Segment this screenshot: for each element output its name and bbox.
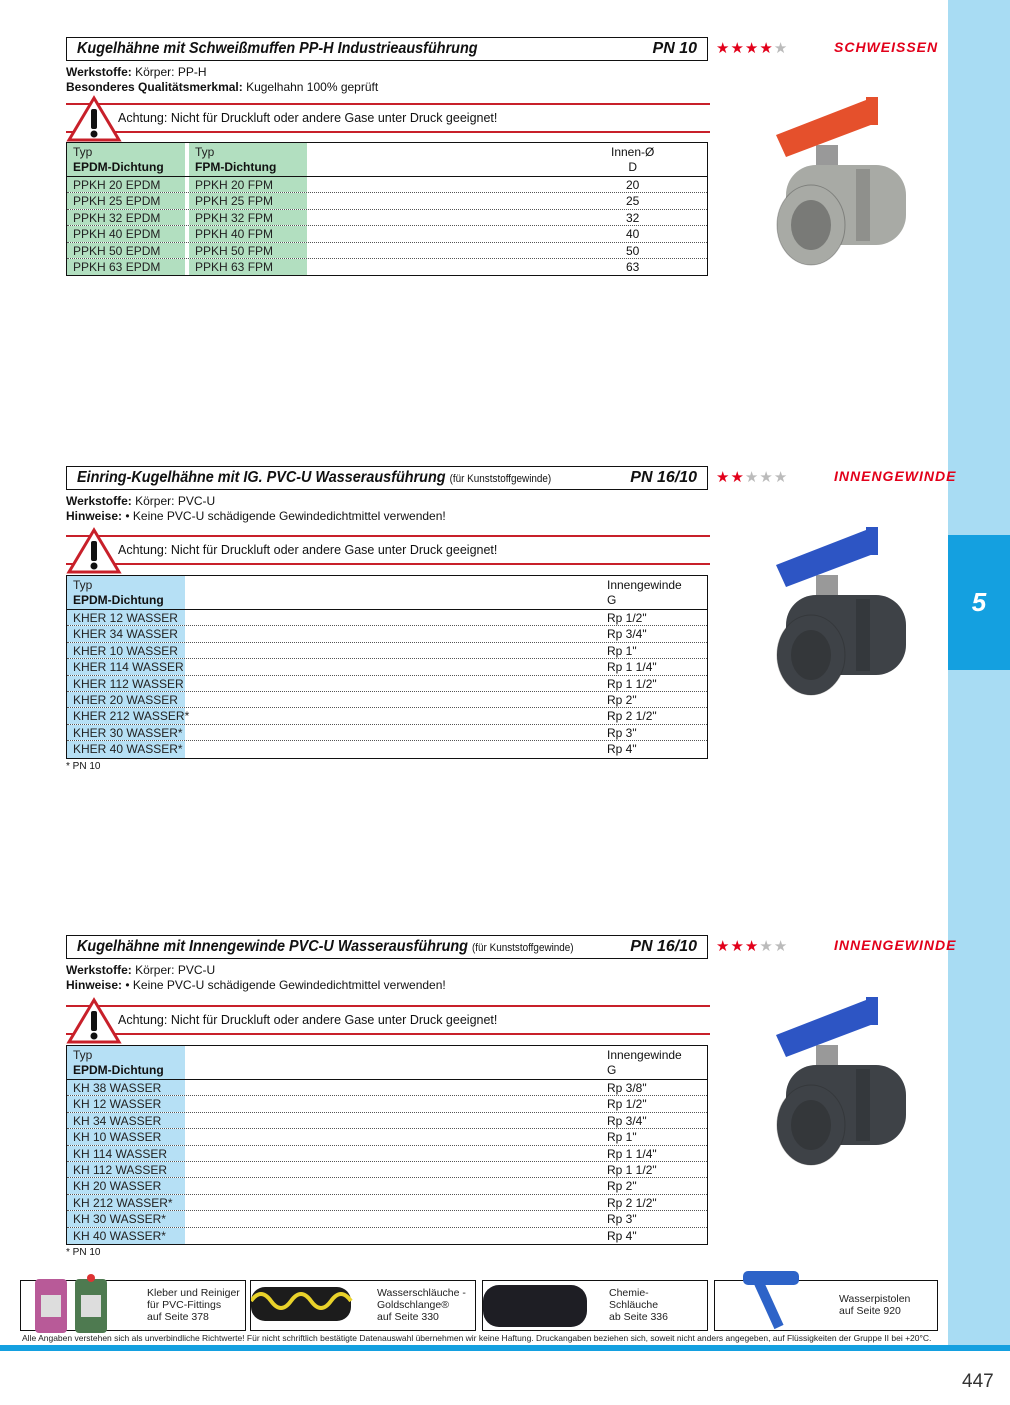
thread-size: Rp 1/2" xyxy=(607,611,647,625)
product-table xyxy=(66,142,708,276)
thread-size: Rp 1" xyxy=(607,1130,637,1145)
star-icon: ★ xyxy=(759,40,774,57)
thread-size: Rp 1" xyxy=(607,643,637,658)
article-number: KHER 30 WASSER* xyxy=(67,725,185,740)
section-title xyxy=(77,469,551,487)
thread-size: Rp 4" xyxy=(607,1228,637,1243)
table-row[interactable] xyxy=(67,610,707,626)
info-value: Kugelhahn 100% geprüft xyxy=(242,80,379,94)
ball-valve-image xyxy=(756,525,926,710)
table-row[interactable] xyxy=(67,659,707,675)
star-icon: ★ xyxy=(730,40,745,57)
table-row[interactable] xyxy=(67,1113,707,1129)
article-number: KH 20 WASSER xyxy=(67,1178,185,1193)
hose-image xyxy=(251,1283,361,1327)
category-label: SCHWEISSEN xyxy=(834,39,939,55)
article-number-fpm: PPKH 40 FPM xyxy=(189,226,307,241)
header-l2: EPDM-Dichtung xyxy=(73,1063,164,1077)
table-header xyxy=(67,576,707,610)
article-number-fpm: PPKH 25 FPM xyxy=(189,193,307,208)
table-row[interactable] xyxy=(67,1211,707,1227)
thread-size: Rp 1 1/2" xyxy=(607,1162,657,1177)
header-l2: EPDM-Dichtung xyxy=(73,160,164,174)
table-row[interactable] xyxy=(67,1129,707,1145)
chem-hose-image xyxy=(483,1281,593,1331)
header-value xyxy=(607,1046,682,1078)
thread-size: Rp 3/4" xyxy=(607,1113,647,1128)
thread-size: Rp 1 1/4" xyxy=(607,660,657,675)
article-number: KH 30 WASSER* xyxy=(67,1211,185,1226)
product-section xyxy=(66,466,957,796)
table-row[interactable] xyxy=(67,1080,707,1096)
article-number: KH 38 WASSER xyxy=(67,1080,185,1095)
thread-size: Rp 2" xyxy=(607,692,637,707)
title-text: Kugelhähne mit Innengewinde PVC-U Wasserausführung xyxy=(77,938,468,955)
article-number-fpm: PPKH 32 FPM xyxy=(189,210,307,225)
info-label: Werkstoffe: xyxy=(66,963,132,977)
info-label: Hinweise: xyxy=(66,509,123,523)
info-label: Werkstoffe: xyxy=(66,65,132,79)
thread-size: Rp 2 1/2" xyxy=(607,1195,657,1210)
table-row[interactable] xyxy=(67,210,707,226)
info-label: Besonderes Qualitätsmerkmal: xyxy=(66,80,243,94)
table-row[interactable] xyxy=(67,1162,707,1178)
info-line xyxy=(66,978,446,993)
header-l1: Innen-Ø xyxy=(611,145,655,159)
thread-size: Rp 4" xyxy=(607,742,637,757)
product-section xyxy=(66,935,957,1265)
info-value: • Keine PVC-U schädigende Gewindedichtmittel verwenden! xyxy=(122,978,446,992)
warning-banner xyxy=(66,103,710,133)
product-table xyxy=(66,575,708,759)
inner-diameter: 25 xyxy=(626,194,640,209)
thread-size: Rp 2 1/2" xyxy=(607,709,657,724)
inner-diameter: 20 xyxy=(626,178,640,192)
article-number: PPKH 20 EPDM xyxy=(67,177,185,192)
info-line xyxy=(66,80,378,95)
pressure-rating: PN 10 xyxy=(652,40,697,57)
star-icon: ★ xyxy=(730,469,745,486)
table-row[interactable] xyxy=(67,1096,707,1112)
star-icon: ★ xyxy=(744,40,760,57)
xref-link[interactable]: auf Seite 330 xyxy=(377,1311,439,1323)
warning-icon xyxy=(66,997,122,1048)
thread-size: Rp 1 1/4" xyxy=(607,1146,657,1161)
star-icon: ★ xyxy=(759,938,774,955)
glue-cans-image xyxy=(31,1273,127,1335)
table-row[interactable] xyxy=(67,1195,707,1211)
section-title-box xyxy=(66,466,708,490)
header-value xyxy=(611,143,654,175)
product-info xyxy=(66,494,446,524)
section-title-box xyxy=(66,935,708,959)
header-l2: EPDM-Dichtung xyxy=(73,593,164,607)
table-header xyxy=(67,143,707,177)
table-row[interactable] xyxy=(67,1228,707,1244)
title-text: Kugelhähne mit Schweißmuffen PP-H Industrieausführung xyxy=(77,40,478,57)
section-title xyxy=(77,40,478,58)
info-line xyxy=(66,509,446,524)
article-number: PPKH 63 EPDM xyxy=(67,259,185,275)
table-row[interactable] xyxy=(67,725,707,741)
article-number-fpm: PPKH 63 FPM xyxy=(189,259,307,275)
thread-size: Rp 1 1/2" xyxy=(607,676,657,691)
title-note: (für Kunststoffgewinde) xyxy=(449,473,552,485)
pressure-rating: PN 16/10 xyxy=(630,469,697,486)
article-number: KH 112 WASSER xyxy=(67,1162,185,1177)
star-icon: ★ xyxy=(716,469,731,486)
footnote: * PN 10 xyxy=(66,1247,101,1258)
article-number: KH 34 WASSER xyxy=(67,1113,185,1128)
footnote: * PN 10 xyxy=(66,760,101,772)
header-l1: Innengewinde xyxy=(607,1048,682,1062)
cross-ref-hoses[interactable] xyxy=(250,1280,476,1331)
info-value: • Keine PVC-U schädigende Gewindedichtmittel verwenden! xyxy=(122,509,446,523)
header-type xyxy=(67,143,185,176)
article-number: PPKH 32 EPDM xyxy=(67,210,185,225)
warning-banner xyxy=(66,535,710,565)
table-row[interactable] xyxy=(67,1178,707,1194)
ball-valve-image xyxy=(756,995,926,1180)
table-row[interactable] xyxy=(67,177,707,193)
article-number: KH 10 WASSER xyxy=(67,1129,185,1144)
info-line xyxy=(66,963,446,978)
article-number: KHER 112 WASSER xyxy=(67,676,185,691)
cross-ref-chem-hoses[interactable] xyxy=(482,1280,708,1331)
xref-text: Kleber und Reiniger xyxy=(147,1287,240,1299)
table-row[interactable] xyxy=(67,676,707,692)
header-l1: Typ xyxy=(73,145,93,159)
rating-stars xyxy=(716,39,788,57)
article-number: KH 12 WASSER xyxy=(67,1096,185,1111)
header-l2: G xyxy=(607,1063,617,1077)
info-line xyxy=(66,494,446,509)
cross-ref-glue[interactable] xyxy=(20,1280,246,1331)
table-row[interactable] xyxy=(67,226,707,242)
article-number: KHER 34 WASSER xyxy=(67,626,185,641)
xref-text: Wasserpistolen xyxy=(839,1293,911,1305)
xref-link[interactable]: auf Seite 378 xyxy=(147,1311,209,1323)
article-number: KH 114 WASSER xyxy=(67,1146,185,1161)
header-l1: Typ xyxy=(195,145,215,159)
header-l1: Typ xyxy=(73,1048,93,1062)
article-number: KHER 40 WASSER* xyxy=(67,741,185,757)
header-l2: G xyxy=(607,593,617,607)
warning-icon xyxy=(66,95,122,146)
warning-banner xyxy=(66,1005,710,1035)
star-icon: ★ xyxy=(773,938,789,955)
rating-stars xyxy=(716,937,788,955)
info-value: Körper: PVC-U xyxy=(131,963,216,977)
header-type xyxy=(67,576,185,609)
xref-text: für PVC-Fittings xyxy=(147,1299,222,1311)
article-number: KHER 212 WASSER* xyxy=(67,708,185,723)
header-type xyxy=(67,1046,185,1079)
page-number: 447 xyxy=(962,1371,994,1392)
thread-size: Rp 3" xyxy=(607,1212,637,1227)
star-icon: ★ xyxy=(744,469,760,486)
table-row[interactable] xyxy=(67,626,707,642)
article-number: KHER 114 WASSER xyxy=(67,659,185,674)
article-number: KHER 12 WASSER xyxy=(67,610,185,625)
header-l2: D xyxy=(628,160,638,174)
star-icon: ★ xyxy=(716,938,731,955)
header-value xyxy=(607,576,682,608)
ball-valve-image xyxy=(756,95,926,280)
rating-stars xyxy=(716,468,788,486)
inner-diameter: 32 xyxy=(626,210,640,225)
inner-diameter: 50 xyxy=(626,243,640,258)
table-row[interactable] xyxy=(67,243,707,259)
warning-text: Achtung: Nicht für Druckluft oder andere Gase unter Druck geeignet! xyxy=(118,111,498,125)
thread-size: Rp 1/2" xyxy=(607,1097,647,1112)
article-number: KHER 20 WASSER xyxy=(67,692,185,707)
info-line xyxy=(66,65,378,80)
side-strip xyxy=(948,0,1010,1347)
table-row[interactable] xyxy=(67,259,707,275)
xref-text: Wasserschläuche - xyxy=(377,1287,466,1299)
table-row[interactable] xyxy=(67,692,707,708)
divider xyxy=(0,1345,1010,1351)
product-table xyxy=(66,1045,708,1245)
article-number-fpm: PPKH 50 FPM xyxy=(189,243,307,258)
star-icon: ★ xyxy=(744,938,760,955)
star-icon: ★ xyxy=(759,469,774,486)
article-number: KHER 10 WASSER xyxy=(67,643,185,658)
title-note: (für Kunststoffgewinde) xyxy=(471,942,574,954)
thread-size: Rp 3" xyxy=(607,725,637,740)
thread-size: Rp 3/4" xyxy=(607,627,647,642)
xref-text: Goldschlange® xyxy=(377,1299,449,1311)
water-gun-image xyxy=(739,1267,809,1337)
table-row[interactable] xyxy=(67,643,707,659)
table-row[interactable] xyxy=(67,193,707,209)
star-icon: ★ xyxy=(716,40,731,57)
product-info xyxy=(66,963,446,993)
header-l1: Innengewinde xyxy=(607,578,682,592)
thread-size: Rp 3/8" xyxy=(607,1081,647,1095)
xref-text: Schläuche xyxy=(609,1299,659,1311)
xref-link[interactable]: ab Seite 336 xyxy=(609,1311,668,1323)
inner-diameter: 40 xyxy=(626,227,640,242)
inner-diameter: 63 xyxy=(626,259,640,274)
warning-text: Achtung: Nicht für Druckluft oder andere Gase unter Druck geeignet! xyxy=(118,543,498,557)
info-value: Körper: PP-H xyxy=(131,65,207,79)
info-label: Werkstoffe: xyxy=(66,494,132,508)
xref-text: Chemie- xyxy=(609,1287,649,1299)
warning-text: Achtung: Nicht für Druckluft oder andere Gase unter Druck geeignet! xyxy=(118,1013,498,1027)
section-title-box xyxy=(66,37,708,61)
table-header xyxy=(67,1046,707,1080)
header-l2: FPM-Dichtung xyxy=(195,160,277,174)
chapter-tab[interactable]: 5 xyxy=(948,535,1010,670)
table-row[interactable] xyxy=(67,708,707,724)
star-icon: ★ xyxy=(773,469,789,486)
star-icon: ★ xyxy=(730,938,745,955)
category-label: INNENGEWINDE xyxy=(834,468,957,484)
table-row[interactable] xyxy=(67,1146,707,1162)
header-type-fpm xyxy=(189,143,307,176)
category-label: INNENGEWINDE xyxy=(834,937,957,953)
xref-link[interactable]: auf Seite 920 xyxy=(839,1305,901,1317)
product-info xyxy=(66,65,378,95)
article-number: PPKH 50 EPDM xyxy=(67,243,185,258)
article-number-fpm: PPKH 20 FPM xyxy=(189,177,307,192)
product-section xyxy=(66,37,946,367)
info-label: Hinweise: xyxy=(66,978,123,992)
warning-icon xyxy=(66,527,122,578)
star-icon: ★ xyxy=(773,40,789,57)
thread-size: Rp 2" xyxy=(607,1179,637,1194)
disclaimer: Alle Angaben verstehen sich als unverbindliche Richtwerte! Für nicht schriftlich bestätigte Datenauswahl übernehmen wir keine Haftung. Druckangaben beziehen sich, soweit nicht anders angegeben, auf Flüssigkeiten der Gruppe II bei +20°C. xyxy=(22,1333,932,1343)
pressure-rating: PN 16/10 xyxy=(630,938,697,955)
article-number: PPKH 40 EPDM xyxy=(67,226,185,241)
section-title xyxy=(77,938,574,956)
table-row[interactable] xyxy=(67,741,707,757)
article-number: KH 40 WASSER* xyxy=(67,1228,185,1244)
header-l1: Typ xyxy=(73,578,93,592)
article-number: KH 212 WASSER* xyxy=(67,1195,185,1210)
info-value: Körper: PVC-U xyxy=(131,494,216,508)
title-text: Einring-Kugelhähne mit IG. PVC-U Wasserausführung xyxy=(77,469,446,486)
article-number: PPKH 25 EPDM xyxy=(67,193,185,208)
cross-ref-water-guns[interactable] xyxy=(714,1280,938,1331)
